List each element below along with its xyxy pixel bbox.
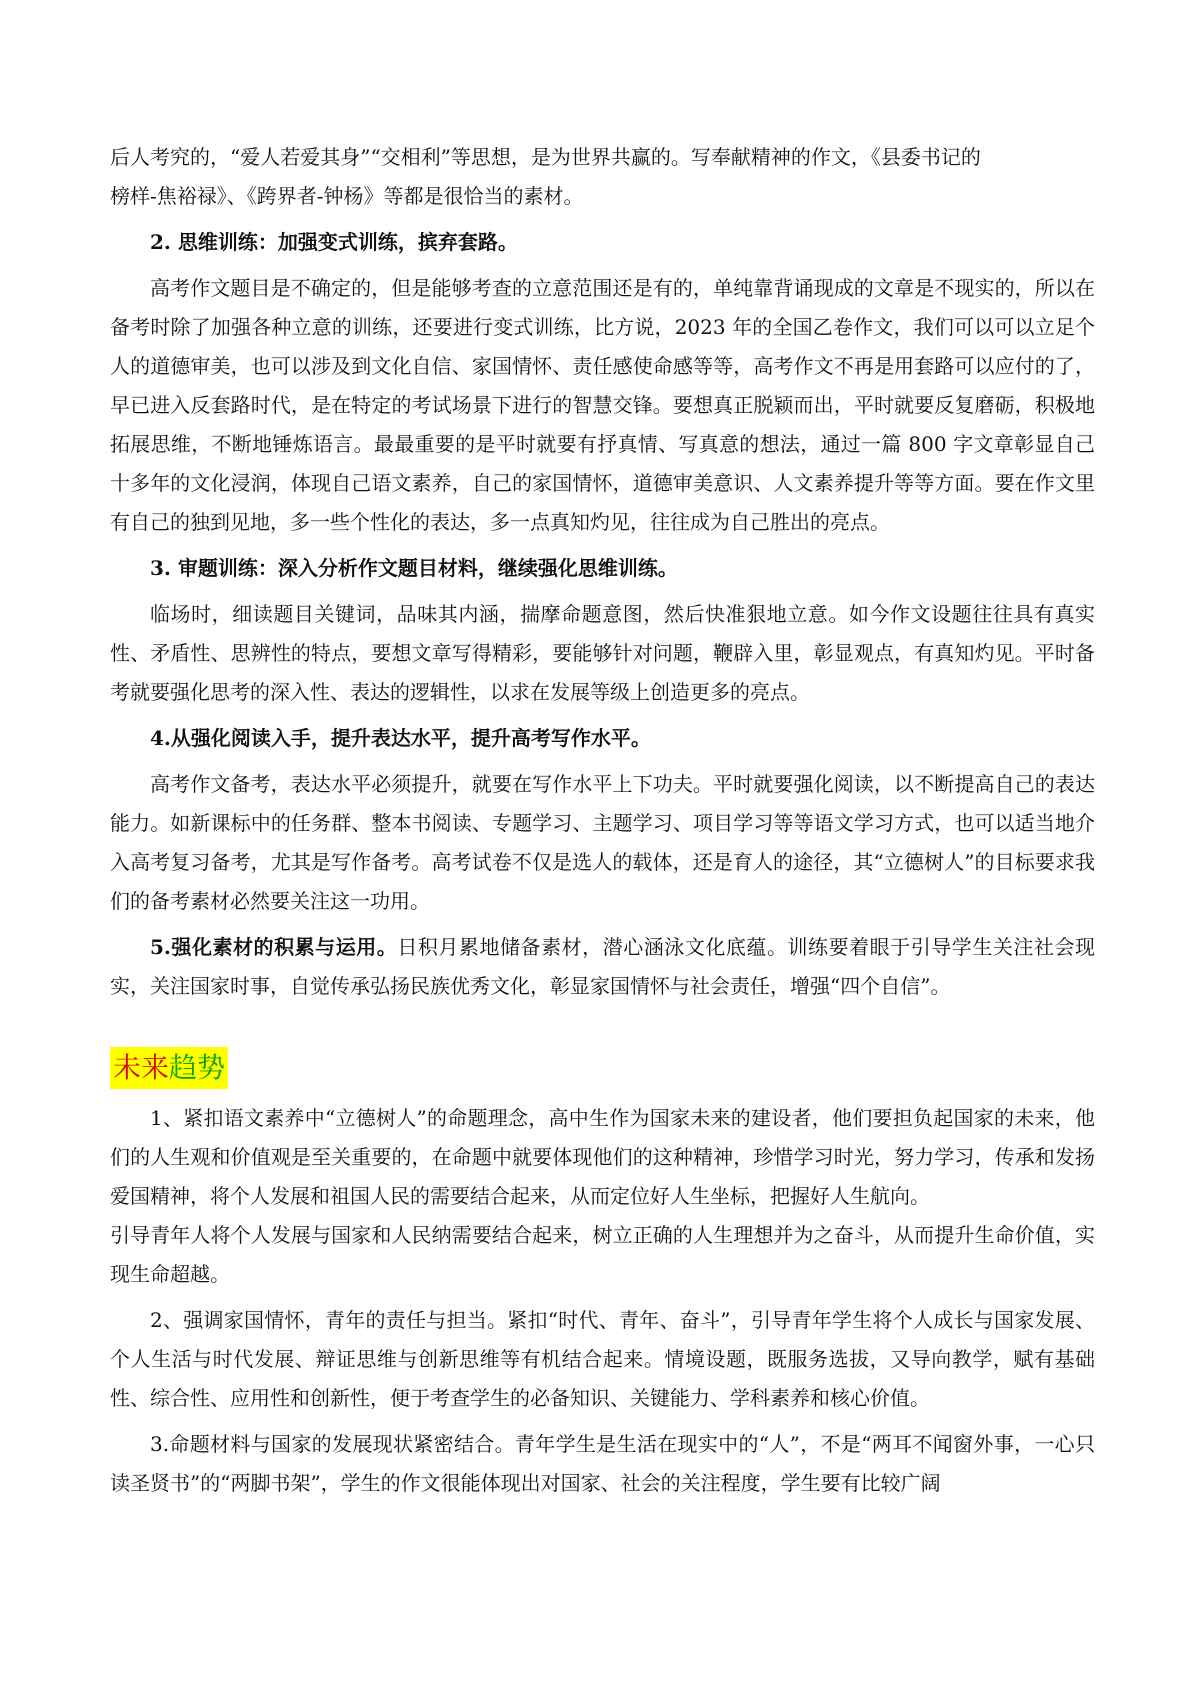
trend-1-text: 1、紧扣语文素养中“立德树人”的命题理念，高中生作为国家未来的建设者，他们要担负起国家的未来，他们的人生观和价值观是至关重要的，在命题中就要体现他们的这种精神，珍惜学习时光，努力学习，传承和发扬爱国精神，将个人发展和祖国人民的需要结合起来，从而定位好人生坐标，把握好人生航向。	[110, 1106, 1095, 1208]
continuation-line-2: 榜样-焦裕禄》、《跨界者-钟杨》等都是很恰当的素材。	[110, 184, 584, 208]
trend-1-continuation: 引导青年人将个人发展与国家和人民纳需要结合起来，树立正确的人生理想并为之奋斗，从而提升生命价值，实现生命超越。	[110, 1223, 1095, 1286]
continuation-paragraph	[110, 138, 1095, 216]
section-title-row	[110, 1013, 1095, 1099]
item-5-lead: 5.强化素材的积累与运用。	[150, 935, 398, 959]
item-2-body: 高考作文题目是不确定的，但是能够考查的立意范围还是有的，单纯靠背诵现成的文章是不现实的，所以在备考时除了加强各种立意的训练，还要进行变式训练，比方说，2023 年的全国乙卷作文，我们可以可以立足个人的道德审美，也可以涉及到文化自信、家国情怀、责任感使命感等等，高考作文不再是用套路可以应付的了，早已进入反套路时代，是在特定的考试场景下进行的智慧交锋。要想真正脱颖而出，平时就要反复磨砺，积极地拓展思维，不断地锤炼语言。最最重要的是平时就要有抒真情、写真意的想法，通过一篇 800 字文章彰显自己十多年的文化浸润，体现自己语文素养，自己的家国情怀，道德审美意识、人文素养提升等等方面。要在作文里有自己的独到见地，多一些个性化的表达，多一点真知灼见，往往成为自己胜出的亮点。	[110, 276, 1095, 534]
item-2-heading: 2. 思维训练：加强变式训练，摈弃套路。	[150, 230, 518, 254]
item-3-heading: 3. 审题训练：深入分析作文题目材料，继续强化思维训练。	[150, 556, 678, 580]
section-title-part-1: 未来	[113, 1051, 170, 1084]
continuation-line-1: 后人考究的，“爱人若爱其身”“交相利”等思想，是为世界共赢的。写奉献精神的作文，《县委书记的	[110, 145, 981, 169]
section-title-part-2: 趋势	[169, 1051, 226, 1084]
trend-2-paragraph: 2、强调家国情怀，青年的责任与担当。紧扣“时代、青年、奋斗”，引导青年学生将个人成长与国家发展、个人生活与时代发展、辩证思维与创新思维等有机结合起来。情境设题，既服务选拔，又导向教学，赋有基础性、综合性、应用性和创新性，便于考查学生的必备知识、关键能力、学科素养和核心价值。	[110, 1308, 1095, 1410]
item-3-body: 临场时，细读题目关键词，品味其内涵，揣摩命题意图，然后快准狠地立意。如今作文设题往往具有真实性、矛盾性、思辨性的特点，要想文章写得精彩，要能够针对问题，鞭辟入里，彰显观点，有真知灼见。平时备考就要强化思考的深入性、表达的逻辑性，以求在发展等级上创造更多的亮点。	[110, 602, 1095, 704]
item-5-paragraph	[110, 928, 1095, 1006]
section-title-future-trends	[110, 1047, 228, 1089]
item-4-heading: 4.从强化阅读入手，提升表达水平，提升高考写作水平。	[150, 726, 651, 750]
trend-3-paragraph: 3.命题材料与国家的发展现状紧密结合。青年学生是生活在现实中的“人”，不是“两耳不闻窗外事，一心只读圣贤书”的“两脚书架”，学生的作文很能体现出对国家、社会的关注程度，学生要有比较广阔	[110, 1432, 1095, 1495]
trend-1-paragraph	[110, 1099, 1095, 1294]
item-4-body: 高考作文备考，表达水平必须提升，就要在写作水平上下功夫。平时就要强化阅读，以不断提高自己的表达能力。如新课标中的任务群、整本书阅读、专题学习、主题学习、项目学习等等语文学习方式，也可以适当地介入高考复习备考，尤其是写作备考。高考试卷不仅是选人的载体，还是育人的途径，其“立德树人”的目标要求我们的备考素材必然要关注这一功用。	[110, 772, 1095, 913]
item-5-body: 日积月累地储备素材，潜心涵泳文化底蕴。训练要着眼于引导学生关注社会现实，关注国家时事，自觉传承弘扬民族优秀文化，彰显家国情怀与社会责任，增强“四个自信”。	[110, 935, 1095, 998]
